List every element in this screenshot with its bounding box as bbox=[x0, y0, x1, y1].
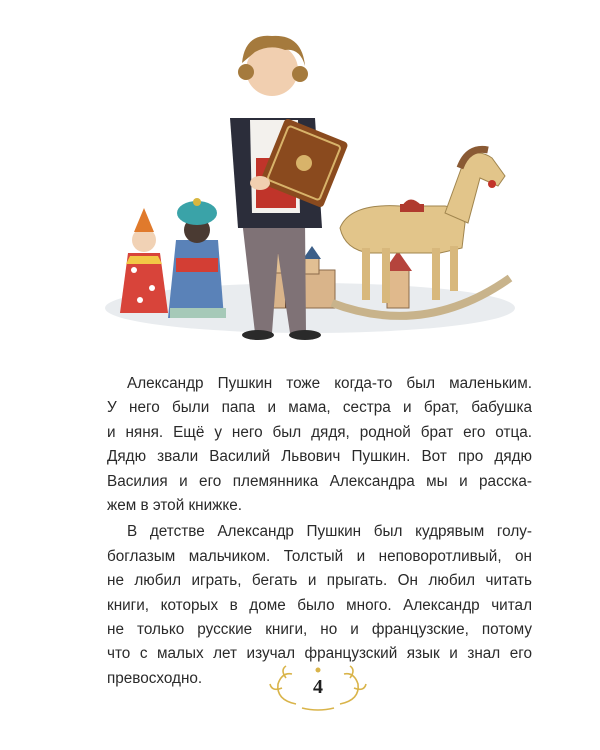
text-line: Василия и его племянника Александра мы и расска- bbox=[107, 472, 532, 490]
text-line: не любил играть, бегать и прыгать. Он любил читать bbox=[107, 572, 532, 590]
text-line: и няня. Ещё у него был дядя, родной брат его отца. bbox=[107, 423, 532, 441]
text-line: жем в этой книжке. bbox=[107, 497, 243, 515]
text-line: книги, которых в доме было много. Александр читал bbox=[107, 596, 532, 614]
illustration bbox=[100, 8, 520, 358]
text-line: превосходно. bbox=[107, 669, 203, 687]
story-text bbox=[107, 372, 532, 693]
paragraph-1 bbox=[107, 372, 532, 518]
text-line: что с малых лет изучал французский язык и знал его bbox=[107, 645, 532, 663]
text-line: боглазым мальчиком. Толстый и неповоротливый, он bbox=[107, 547, 532, 565]
turban-doll bbox=[168, 198, 226, 318]
text-line: Александр Пушкин тоже когда-то был маленьким. bbox=[127, 375, 532, 392]
text-line: У него были папа и мама, сестра и брат, бабушка bbox=[107, 399, 532, 417]
text-line: В детстве Александр Пушкин был кудрявым голу- bbox=[127, 523, 532, 541]
page-number: 4 bbox=[313, 676, 323, 698]
text-line: Дядю звали Василий Львович Пушкин. Вот про дядю bbox=[107, 448, 532, 466]
text-line: не только русские книги, но и французские, потому bbox=[107, 621, 532, 639]
clown-doll bbox=[120, 208, 168, 313]
